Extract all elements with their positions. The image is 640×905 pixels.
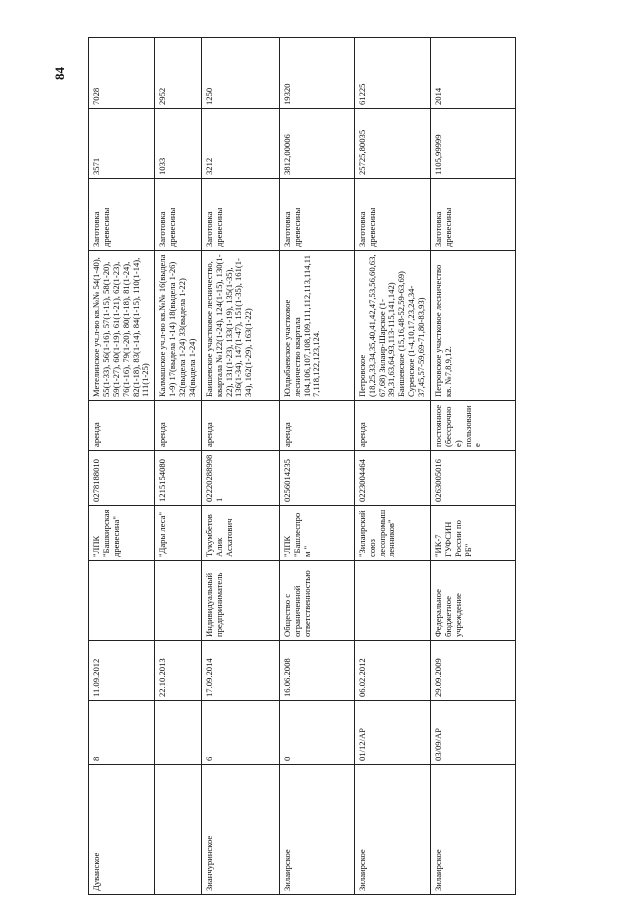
organization-name-cell: "Дары леса" xyxy=(155,506,202,561)
contract-number-cell: 8 xyxy=(89,701,155,765)
purpose-cell: Заготовка древесины xyxy=(155,179,202,251)
contract-date-cell: 16.06.2008 xyxy=(279,641,354,701)
org-form-cell: Индивидуальный предприниматель xyxy=(201,561,279,641)
table-row xyxy=(430,38,515,895)
inn-cell: 0223004464 xyxy=(354,451,430,506)
district-cell: Зилаирское xyxy=(354,765,430,895)
contract-date-cell: 17.09.2014 xyxy=(201,641,279,701)
inn-cell: 0278188010 xyxy=(89,451,155,506)
volume-cell: 19320 xyxy=(279,38,354,109)
organization-name-cell: "Зилаирский союз лесопромышленников" xyxy=(354,506,430,561)
forest-location-cell: Баишевское участковое лесничество, квартала №122(1-24), 124(1-15), 130(1-22), 131(1-23), 133(1-19), 135(1-35), 136(1-34), 147(1-47), 151(1-35), 161(1-34), 162(1-29), 163(1-22) xyxy=(201,251,279,401)
volume-cell: 7028 xyxy=(89,38,155,109)
purpose-cell: Заготовка древесины xyxy=(89,179,155,251)
inn-cell: 0256014235 xyxy=(279,451,354,506)
org-form-cell: Федеральное бюджетное учреждение xyxy=(430,561,515,641)
area-cell: 3571 xyxy=(89,109,155,179)
contract-date-cell: 29.09.2009 xyxy=(430,641,515,701)
forest-location-cell: Юлдыбаевское участковое лесничество квартала 104,106,107,108,109,111,112,113,114,117,118,122,123,124. xyxy=(279,251,354,401)
use-type-cell: аренда xyxy=(354,401,430,451)
contract-date-cell: 22.10.2013 xyxy=(155,641,202,701)
area-cell: 25725,80035 xyxy=(354,109,430,179)
use-type-cell: аренда xyxy=(201,401,279,451)
org-form-cell xyxy=(354,561,430,641)
register-table xyxy=(88,37,516,895)
purpose-cell: Заготовка древесины xyxy=(354,179,430,251)
organization-name-cell: "ИК-7 ГУФСИН России по РБ" xyxy=(430,506,515,561)
inn-cell: 022202889981 xyxy=(201,451,279,506)
district-cell: Зилаирское xyxy=(430,765,515,895)
forest-location-cell: Калмашское уч.л-во кв.№№ 16(выдела 1-9) 17(выдела 1-14) 18(выдела 1-26) 32(выдела 1-24) 33(выдела 1-22) 34(выдела 1-24) xyxy=(155,251,202,401)
page-number: 84 xyxy=(52,67,67,80)
table-row xyxy=(201,38,279,895)
table-row xyxy=(279,38,354,895)
org-form-cell: Общество с ограниченной ответственностью xyxy=(279,561,354,641)
use-type-cell: аренда xyxy=(155,401,202,451)
contract-number-cell: 0 xyxy=(279,701,354,765)
district-cell: Зианчуринское xyxy=(201,765,279,895)
district-cell: Зилаирское xyxy=(279,765,354,895)
use-type-cell: постоянное (бессрочное) пользование xyxy=(430,401,515,451)
purpose-cell: Заготовка древесины xyxy=(279,179,354,251)
org-form-cell xyxy=(155,561,202,641)
forest-location-cell: Петровское участковое лесничество кв. №7,8,9,12. xyxy=(430,251,515,401)
contract-number-cell: 01/12/АР xyxy=(354,701,430,765)
volume-cell: 61225 xyxy=(354,38,430,109)
organization-name-cell: Тукумбетов Алик Асхатович xyxy=(201,506,279,561)
contract-number-cell: 6 xyxy=(201,701,279,765)
forest-location-cell: Петровское (18,25,33,34,35,40,41,42,47,53,56,60,63,67,68) Зилаир-Шарское (1-39,31,63,64,93,113-115,141,142) Баишевское (15,16,48-52,59-63,69) Суренское (1-4,10,17,23,24,34-37,45,57-59,69-71,80-83,93) xyxy=(354,251,430,401)
area-cell: 1105,99999 xyxy=(430,109,515,179)
forest-location-cell: Метелинское уч.л-во кв.№№ 54(1-40), 55(1-33), 56(1-16), 57(1-15), 58(1-20), 59(1-27), 60(1-19), 61(1-21), 62(1-23), 76(1-16), 79(1-20), 80(1-18), 81(1-24), 82(1-18), 83(1-14), 84(1-15), 110(1-14), 111(1-25) xyxy=(89,251,155,401)
inn-cell: 1215154080 xyxy=(155,451,202,506)
organization-name-cell: "ЛПК "Башлеспром " xyxy=(279,506,354,561)
use-type-cell: аренда xyxy=(279,401,354,451)
contract-number-cell xyxy=(155,701,202,765)
district-cell xyxy=(155,765,202,895)
contract-date-cell: 11.09.2012 xyxy=(89,641,155,701)
contract-number-cell: 03/09/АР xyxy=(430,701,515,765)
purpose-cell: Заготовка древесины xyxy=(430,179,515,251)
table-row xyxy=(89,38,155,895)
table-row xyxy=(155,38,202,895)
district-cell: Дуванское xyxy=(89,765,155,895)
volume-cell: 2952 xyxy=(155,38,202,109)
table-row xyxy=(354,38,430,895)
purpose-cell: Заготовка древесины xyxy=(201,179,279,251)
area-cell: 1033 xyxy=(155,109,202,179)
area-cell: 3812,00006 xyxy=(279,109,354,179)
area-cell: 3212 xyxy=(201,109,279,179)
volume-cell: 1250 xyxy=(201,38,279,109)
contract-date-cell: 06.02.2012 xyxy=(354,641,430,701)
inn-cell: 0263005016 xyxy=(430,451,515,506)
volume-cell: 2014 xyxy=(430,38,515,109)
use-type-cell: аренда xyxy=(89,401,155,451)
organization-name-cell: "ЛПК "Башкирская древесина" xyxy=(89,506,155,561)
org-form-cell xyxy=(89,561,155,641)
